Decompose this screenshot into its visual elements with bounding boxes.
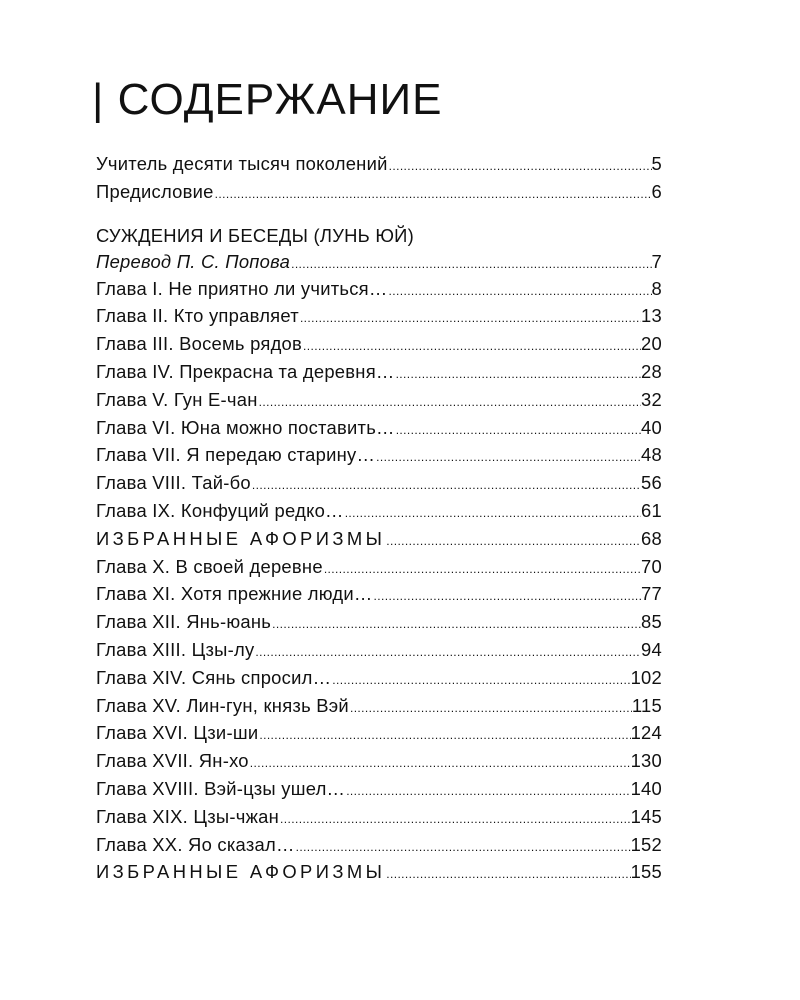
chapter-page: 8: [651, 277, 662, 299]
toc-entry-chapter[interactable]: [96, 330, 662, 358]
dot-leader: [258, 722, 630, 750]
chapter-label: Глава XVII. Ян-хо: [96, 750, 249, 772]
dot-leader: [258, 389, 641, 417]
section-heading-label: СУЖДЕНИЯ И БЕСЕДЫ (ЛУНЬ ЮЙ): [96, 224, 415, 246]
toc-entry-chapter[interactable]: [96, 775, 662, 803]
dot-leader: [271, 611, 641, 639]
dot-leader: [290, 251, 651, 277]
chapter-label: Глава XVI. Цзи-ши: [96, 722, 259, 744]
chapter-label: Глава III. Восемь рядов: [96, 333, 303, 355]
toc-entry-chapter[interactable]: [96, 747, 662, 775]
dot-leader: [395, 417, 641, 445]
chapter-label: ИЗБРАННЫЕ АФОРИЗМЫ: [96, 861, 386, 883]
toc-entry-chapter[interactable]: [96, 497, 662, 525]
dot-leader: [249, 750, 631, 778]
toc-entry-page: 5: [651, 153, 662, 174]
dot-leader: [302, 333, 641, 361]
toc-entry[interactable]: [96, 150, 662, 178]
toc-entry-chapter[interactable]: [96, 636, 662, 664]
chapter-page: 155: [630, 861, 662, 883]
chapter-page: 32: [641, 388, 662, 410]
chapter-label: ИЗБРАННЫЕ АФОРИЗМЫ: [96, 527, 386, 549]
toc-entry-chapter[interactable]: [96, 441, 662, 469]
toc-entry-chapter[interactable]: [96, 386, 662, 414]
dot-leader: [345, 778, 630, 806]
chapter-label: Глава VII. Я передаю старину…: [96, 444, 376, 466]
chapter-list: [96, 275, 662, 887]
chapter-label: Глава II. Кто управляет: [96, 305, 299, 327]
toc-entry-chapter[interactable]: [96, 692, 662, 720]
toc-entry-chapter[interactable]: [96, 414, 662, 442]
chapter-label: Глава XII. Янь-юань: [96, 611, 272, 633]
chapter-page: 61: [641, 499, 662, 521]
chapter-page: 152: [630, 833, 662, 855]
chapter-label: Глава IX. Конфуций редко…: [96, 499, 344, 521]
chapter-page: 94: [641, 638, 662, 660]
toc-entry-chapter[interactable]: [96, 358, 662, 386]
chapter-label: Глава XX. Яо сказал…: [96, 833, 295, 855]
chapter-page: 102: [630, 666, 662, 688]
chapter-page: 70: [641, 555, 662, 577]
toc-entry-page: 6: [651, 180, 662, 202]
dot-leader: [344, 500, 641, 528]
toc-entry-chapter[interactable]: [96, 664, 662, 692]
dot-leader: [388, 153, 652, 181]
toc-entry-chapter[interactable]: [96, 469, 662, 497]
toc-entry-chapter[interactable]: [96, 580, 662, 608]
chapter-page: 85: [641, 611, 662, 633]
chapter-label: Глава XIV. Сянь спросил…: [96, 666, 332, 688]
page-title: | СОДЕРЖАНИЕ: [92, 75, 443, 124]
dot-leader: [395, 361, 641, 389]
chapter-page: 48: [641, 444, 662, 466]
chapter-label: Глава VI. Юна можно поставить…: [96, 416, 395, 438]
chapter-page: 77: [641, 583, 662, 605]
translator-label: Перевод П. С. Попова: [96, 250, 291, 272]
chapter-label: Глава IV. Прекрасна та деревня…: [96, 360, 395, 382]
chapter-label: Глава VIII. Тай-бо: [96, 472, 251, 494]
toc-entry-chapter[interactable]: [96, 525, 662, 553]
chapter-page: 115: [631, 694, 662, 716]
toc-entry[interactable]: [96, 178, 662, 206]
toc-entry-chapter[interactable]: [96, 553, 662, 581]
toc-entry-chapter[interactable]: [96, 719, 662, 747]
dot-leader: [331, 667, 630, 695]
chapter-page: 56: [641, 472, 662, 494]
dot-leader: [295, 834, 631, 862]
chapter-label: Глава XI. Хотя прежние люди…: [96, 583, 373, 605]
dot-leader: [375, 444, 641, 472]
toc-entry-translator[interactable]: [96, 249, 662, 275]
chapter-page: 28: [641, 360, 662, 382]
toc-entry-chapter[interactable]: [96, 858, 662, 886]
chapter-label: Глава X. В своей деревне: [96, 555, 323, 577]
dot-leader: [279, 806, 631, 834]
toc-entry-label: Предисловие: [96, 180, 214, 202]
toc-entry-label: Учитель десяти тысяч поколений: [96, 153, 388, 174]
chapter-label: Глава XVIII. Вэй-цзы ушел…: [96, 777, 346, 799]
chapter-page: 140: [630, 777, 662, 799]
dot-leader: [251, 472, 641, 500]
chapter-label: Глава I. Не приятно ли учиться…: [96, 277, 388, 299]
table-of-contents: [96, 150, 662, 886]
dot-leader: [299, 305, 641, 333]
chapter-label: Глава XIX. Цзы-чжан: [96, 805, 280, 827]
dot-leader: [385, 861, 630, 889]
chapter-page: 20: [641, 333, 662, 355]
dot-leader: [214, 181, 652, 209]
toc-entry-chapter[interactable]: [96, 803, 662, 831]
dot-leader: [323, 556, 641, 584]
toc-entry-chapter[interactable]: [96, 831, 662, 859]
chapter-page: 130: [630, 750, 662, 772]
chapter-label: Глава XIII. Цзы-лу: [96, 638, 255, 660]
chapter-label: Глава V. Гун Е-чан: [96, 388, 258, 410]
chapter-label: Глава XV. Лин-гун, князь Вэй: [96, 694, 349, 716]
toc-entry-chapter[interactable]: [96, 275, 662, 303]
toc-entry-chapter[interactable]: [96, 608, 662, 636]
chapter-page: 68: [641, 527, 662, 549]
dot-leader: [385, 528, 641, 556]
dot-leader: [254, 639, 641, 667]
toc-entry-chapter[interactable]: [96, 302, 662, 330]
chapter-page: 40: [641, 416, 662, 438]
dot-leader: [349, 695, 632, 723]
chapter-page: 145: [630, 805, 662, 827]
chapter-page: 124: [630, 722, 662, 744]
dot-leader: [388, 278, 652, 306]
section-heading: [96, 223, 662, 249]
chapter-page: 13: [641, 305, 662, 327]
dot-leader: [373, 583, 641, 611]
translator-page: 7: [651, 250, 662, 272]
